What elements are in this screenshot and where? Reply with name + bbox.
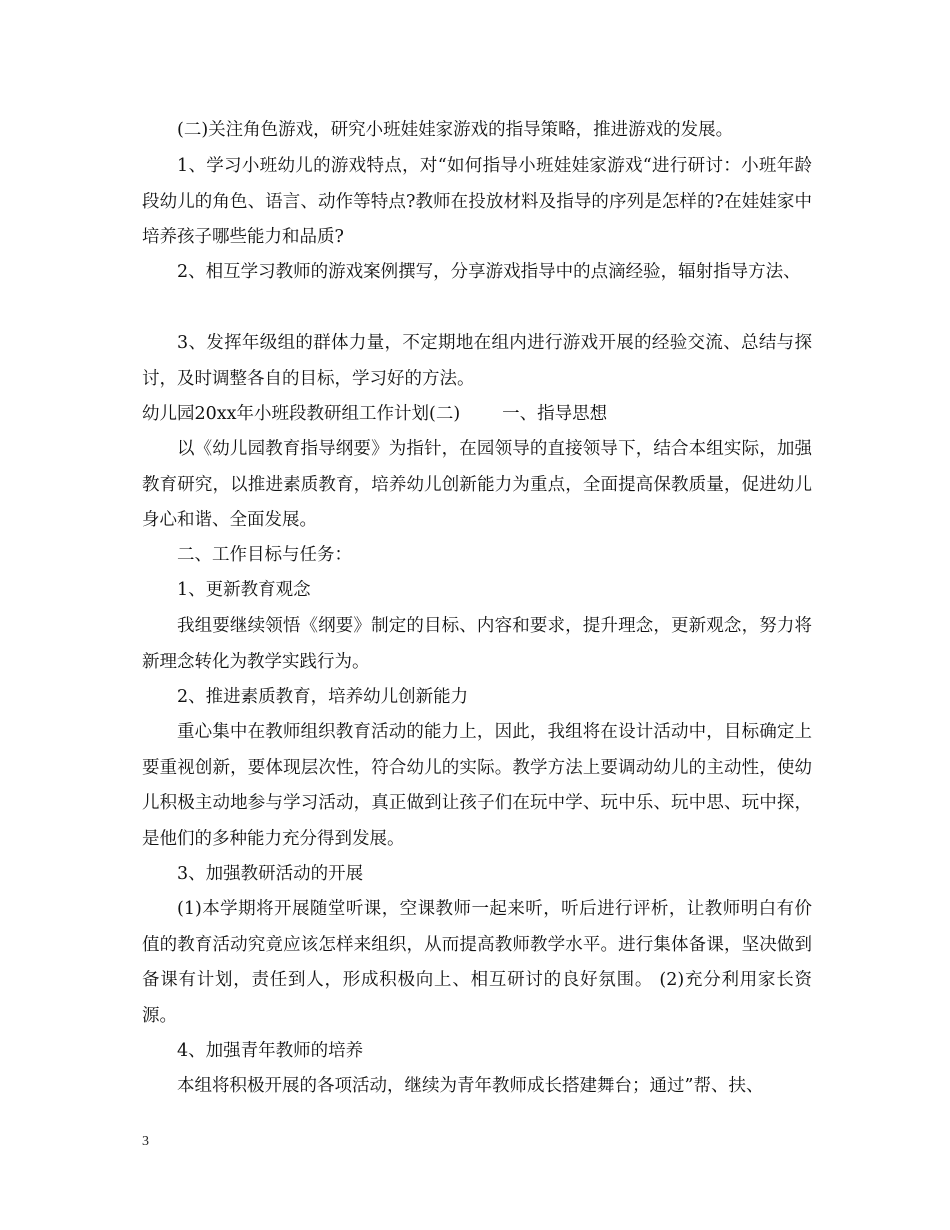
page-number: 3 xyxy=(142,1134,149,1149)
plan-title: 幼儿园20xx年小班段教研组工作计划(二) xyxy=(142,404,461,424)
paragraph-group-strength: 3、发挥年级组的群体力量，不定期地在组内进行游戏开展的经验交流、总结与探讨，及时调整各自的目标，学习好的方法。 xyxy=(142,333,812,389)
paragraph-lesson-observation: (1)本学期将开展随堂听课，空课教师一起来听，听后进行评析，让教师明白有价值的教育活动究竟应该怎样来组织，从而提高教师教学水平。进行集体备课，坚决做到备课有计划，责任到人，形成积极向上、相互研讨的良好氛围。 (2)充分利用家长资源。 xyxy=(142,899,812,1026)
paragraph-role-play: (二)关注角色游戏，研究小班娃娃家游戏的指导策略，推进游戏的发展。 xyxy=(177,120,734,140)
plan-heading-line xyxy=(142,397,812,433)
paragraph-case-writing: 2、相互学习教师的游戏案例撰写，分享游戏指导中的点滴经验，辐射指导方法、 xyxy=(177,262,801,282)
section-goals: 二、工作目标与任务： xyxy=(177,545,352,565)
section-guiding-thought: 一、指导思想 xyxy=(502,404,608,424)
paragraph-guideline: 以《幼儿园教育指导纲要》为指针，在园领导的直接领导下，结合本组实际，加强教育研究，以推进素质教育，培养幼儿创新能力为重点，全面提高保教质量，促进幼儿身心和谐、全面发展。 xyxy=(142,439,812,530)
paragraph-new-concepts: 我组要继续领悟《纲要》制定的目标、内容和要求，提升理念，更新观念，努力将新理念转化为教学实践行为。 xyxy=(142,616,812,672)
item-research-activities: 3、加强教研活动的开展 xyxy=(177,864,364,884)
item-quality-education: 2、推进素质教育，培养幼儿创新能力 xyxy=(177,687,469,707)
item-young-teachers: 4、加强青年教师的培养 xyxy=(177,1041,364,1061)
paragraph-young-teachers: 本组将积极开展的各项活动，继续为青年教师成长搭建舞台；通过”帮、扶、 xyxy=(177,1076,764,1096)
paragraph-teaching-ability: 重心集中在教师组织教育活动的能力上，因此，我组将在设计活动中，目标确定上要重视创新，要体现层次性，符合幼儿的实际。教学方法上要调动幼儿的主动性，使幼儿积极主动地参与学习活动，真正做到让孩子们在玩中学、玩中乐、玩中思、玩中探，是他们的多种能力充分得到发展。 xyxy=(142,722,812,849)
item-update-concepts: 1、更新教育观念 xyxy=(177,580,311,600)
paragraph-study-features: 1、学习小班幼儿的游戏特点，对“如何指导小班娃娃家游戏“进行研讨：小班年龄段幼儿的角色、语言、动作等特点?教师在投放材料及指导的序列是怎样的?在娃娃家中培养孩子哪些能力和品质? xyxy=(142,156,812,247)
